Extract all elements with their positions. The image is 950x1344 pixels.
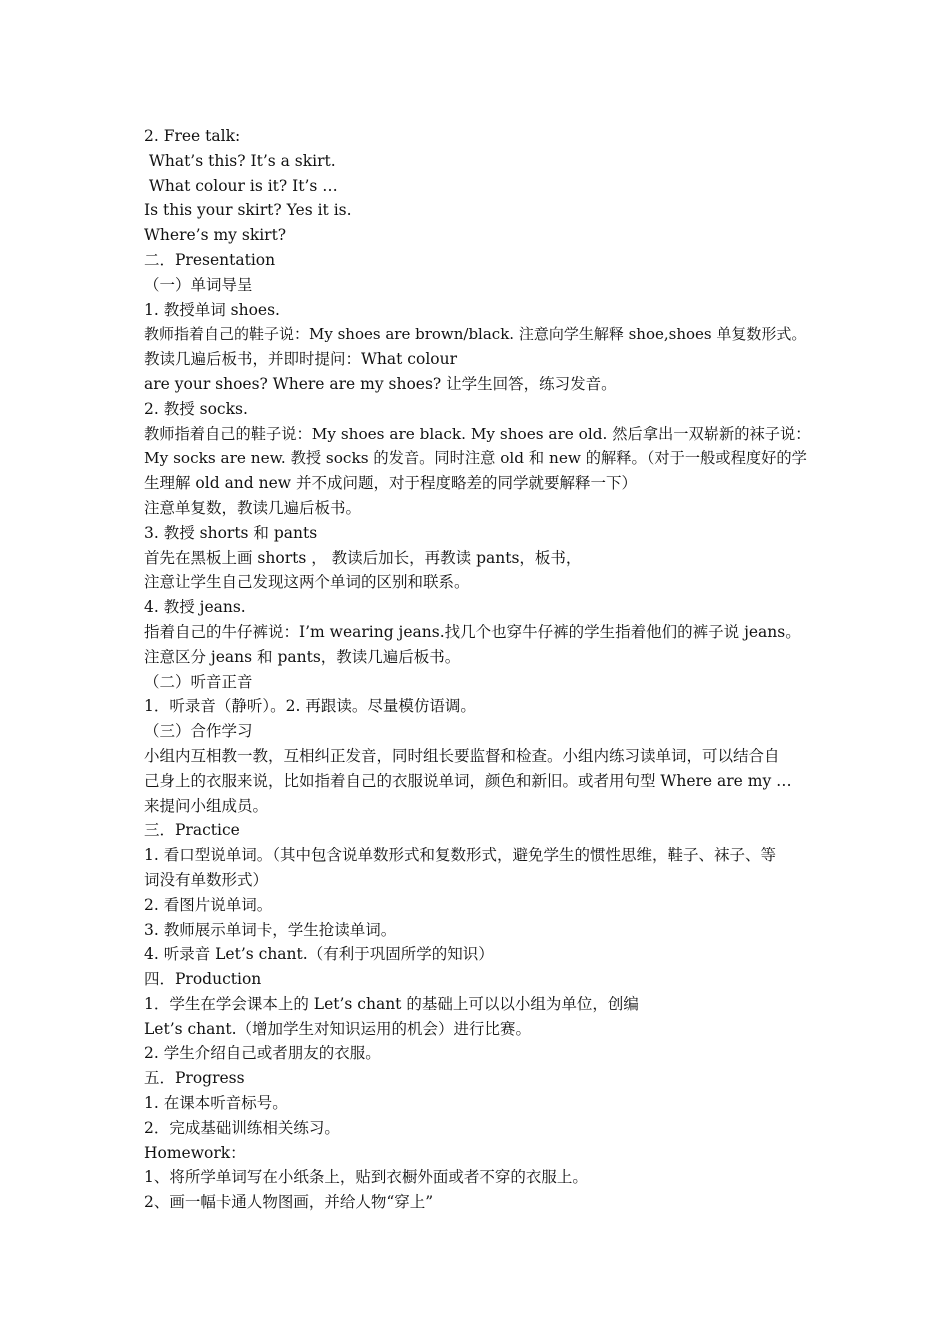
text-line: 4. 教授 jeans. <box>144 598 246 617</box>
text-line: My socks are new. 教授 socks 的发音。同时注意 old 和 new 的解释。（对于一般或程度好的学 <box>144 449 807 468</box>
text-line: 词没有单数形式） <box>144 870 269 889</box>
text-line: 首先在黑板上画 shorts ， 教读后加长，再教读 pants，板书， <box>144 548 582 567</box>
text-line: 1．听录音（静听）。2. 再跟读。尽量模仿语调。 <box>144 697 476 716</box>
document-body <box>144 124 812 1215</box>
section-heading: 三．Practice <box>144 821 240 840</box>
text-line: 2．完成基础训练相关练习。 <box>144 1118 340 1137</box>
section-heading: 二．Presentation <box>144 250 276 269</box>
subsection-heading: （一）单词导呈 <box>144 275 253 294</box>
text-line: 2. Free talk: <box>144 127 241 145</box>
text-line: 1. 教授单词 shoes. <box>144 300 280 319</box>
text-line: are your shoes? Where are my shoes? 让学生回答，练习发音。 <box>144 374 617 393</box>
text-line: 2、画一幅卡通人物图画，并给人物“穿上” <box>144 1193 434 1212</box>
text-line: 1．学生在学会课本上的 Let’s chant 的基础上可以以小组为单位，创编 <box>144 994 639 1013</box>
subsection-heading: （二）听音正音 <box>144 672 253 691</box>
text-line: 4. 听录音 Let’s chant.（有利于巩固所学的知识） <box>144 945 494 964</box>
text-line: 2. 看图片说单词。 <box>144 895 273 914</box>
text-line: What’s this? It’s a skirt. <box>144 151 336 170</box>
text-line: What colour is it? It’s … <box>144 176 338 195</box>
subsection-heading: （三）合作学习 <box>144 722 253 741</box>
text-line: 来提问小组成员。 <box>144 796 269 815</box>
text-line: 3. 教授 shorts 和 pants <box>144 523 318 542</box>
text-line: 教师指着自己的鞋子说：My shoes are black. My shoes are old. 然后拿出一双崭新的袜子说： <box>144 424 811 443</box>
text-line: 注意单复数，教读几遍后板书。 <box>144 498 362 517</box>
text-line: Is this your skirt? Yes it is. <box>144 201 352 220</box>
text-line: 教读几遍后板书，并即时提问：What colour <box>144 350 458 369</box>
text-line: Let’s chant.（增加学生对知识运用的机会）进行比赛。 <box>144 1019 532 1038</box>
text-line: 教师指着自己的鞋子说：My shoes are brown/black. 注意向学生解释 shoe,shoes 单复数形式。 <box>144 325 807 344</box>
text-line: 1. 看口型说单词。（其中包含说单数形式和复数形式，避免学生的惯性思维，鞋子、袜子、等 <box>144 846 776 865</box>
text-line: 2. 学生介绍自己或者朋友的衣服。 <box>144 1044 381 1063</box>
section-heading: 五．Progress <box>144 1069 245 1088</box>
text-line: 3. 教师展示单词卡，学生抢读单词。 <box>144 920 397 939</box>
text-line: 1、将所学单词写在小纸条上，贴到衣橱外面或者不穿的衣服上。 <box>144 1168 588 1187</box>
text-line: 指着自己的牛仔裤说：I’m wearing jeans.找几个也穿牛仔裤的学生指着他们的裤子说 jeans。 <box>144 622 801 641</box>
text-line: 注意让学生自己发现这两个单词的区别和联系。 <box>144 573 470 592</box>
homework-heading: Homework： <box>144 1143 246 1162</box>
text-line: 小组内互相教一教，互相纠正发音，同时组长要监督和检查。小组内练习读单词，可以结合自 <box>144 746 780 765</box>
text-line: 己身上的衣服来说，比如指着自己的衣服说单词，颜色和新旧。或者用句型 Where are my … <box>144 771 792 790</box>
text-line: 生理解 old and new 并不成问题，对于程度略差的同学就要解释一下） <box>144 474 637 493</box>
section-heading: 四．Production <box>144 970 262 989</box>
text-line: 注意区分 jeans 和 pants，教读几遍后板书。 <box>144 647 461 666</box>
text-line: 1. 在课本听音标号。 <box>144 1094 288 1113</box>
text-line: 2. 教授 socks. <box>144 399 248 418</box>
text-line: Where’s my skirt? <box>144 226 287 245</box>
